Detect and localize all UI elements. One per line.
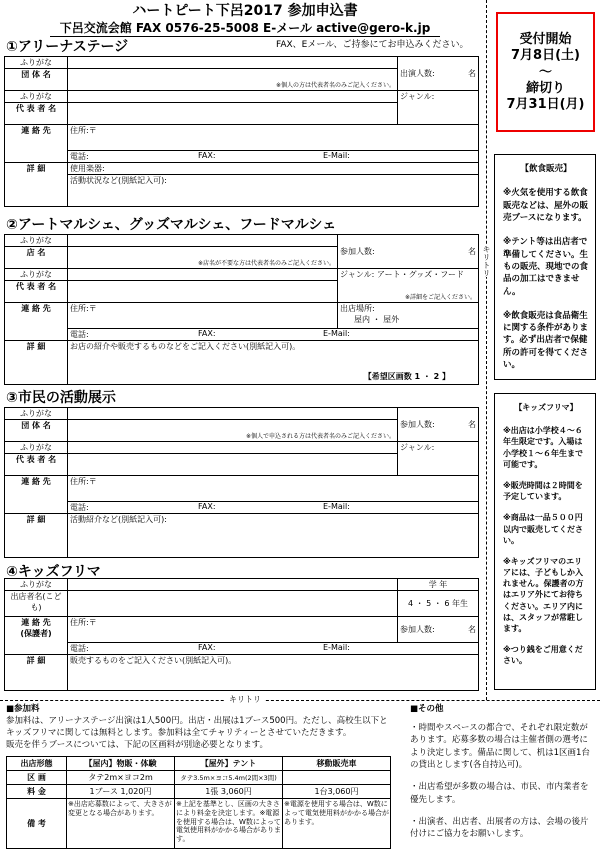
section4-heading: ④キッズフリマ — [6, 564, 101, 580]
contact-underline — [50, 36, 440, 37]
phone-row[interactable]: 電話: FAX: E-Mail: — [68, 151, 479, 163]
s2-detail-field[interactable]: お店の紹介や販売するものなどをご記入ください(別紙記入可)。 【希望区画数 1 ・ 2 】 — [68, 341, 479, 385]
section2-heading: ②アートマルシェ、グッズマルシェ、フードマルシェ — [6, 217, 337, 233]
kids-flea-info: 【キッズフリマ】 ※出店は小学校４～６年生限定です。入場は小学校１～６年生まで可能です。 ※販売時間は２時間を予定しています。 ※商品は一品５００円以内で販売してください。 ※キッズフリマのエリアには、子どもしか入れません。保護者の方はエリア外にてお待ちください。エリア内には、スタッフが常駐します。 ※つり銭をご用意ください。 — [494, 393, 596, 690]
section3-form: ふりがな 参加人数: 名 団 体 名 ※個人で申込される方は代表者名のみご記入ください。 ふりがな ジャンル: 代 表 者 名 連 絡 先 住所:〒 電話: FAX: E-Mail: 詳 細 活動紹介など(別紙記入可): — [4, 407, 479, 558]
section4-form: ふりがな 学 年 出店者名(こども) 4 ・ 5 ・ 6 年生 連 絡 先 (保護者) 住所:〒 参加人数: 名 電話: FAX: E-Mail: 詳 細 販売するものをご記入ください(別紙記入可)。 — [4, 578, 479, 691]
participants-cell[interactable]: 参加人数: 名 — [338, 235, 479, 269]
group-name-label: 団 体 名 — [5, 69, 68, 91]
submit-note: FAX、Eメール、ご持参にてお申込みください。 — [276, 40, 469, 50]
shop-name-field[interactable]: ※店名が不要な方は代表者名のみご記入ください。 — [68, 247, 338, 269]
grade-label: 学 年 — [398, 579, 479, 591]
furigana-rep-field[interactable] — [68, 91, 398, 103]
guardian-contact-label: 連 絡 先 (保護者) — [5, 617, 68, 655]
contact-info: 下呂交流会館 FAX 0576-25-5008 E-メール active@gero-k.jp — [59, 21, 431, 35]
section1-form: ふりがな 出演人数: 名 団 体 名 ※個人の方は代表者名のみご記入ください。 ふりがな ジャンル: 代 表 者 名 連 絡 先 住所:〒 電話: FAX: E-Mail: 詳 細 使用楽器: 活動状況など(別紙記入可): — [4, 56, 479, 207]
form-title: ハートピート下呂2017 参加申込書 — [132, 3, 358, 19]
activity-field[interactable]: 活動状況など(別紙記入可): — [68, 175, 479, 207]
place-select[interactable]: 出店場所: 屋内 ・ 屋外 — [338, 303, 479, 329]
furigana-label: ふりがな — [5, 57, 68, 69]
instruments-field[interactable]: 使用楽器: — [68, 163, 479, 175]
section1-heading: ①アリーナステージ — [6, 39, 129, 55]
section3-heading: ③市民の活動展示 — [6, 390, 116, 406]
performers-cell[interactable]: 出演人数: 名 — [398, 57, 479, 91]
deadline-box: 受付開始 7月8日(土) ～ 締切り 7月31日(月) — [496, 12, 595, 132]
booths-select[interactable]: 【希望区画数 1 ・ 2 】 — [363, 372, 450, 381]
vertical-cut-line — [486, 0, 487, 700]
s2-address-field[interactable]: 住所:〒 — [68, 303, 338, 329]
kid-name-field[interactable] — [68, 591, 398, 617]
detail-label: 詳 細 — [5, 163, 68, 207]
rep-name-field[interactable] — [68, 103, 398, 125]
fee-table: 出店形態 【屋内】物販・体験 【屋外】テント 移動販売車 区 画 タテ2m×ヨコ2m タテ3.5m×ヨコ5.4m(2間×3間) 料 金 1ブース 1,020円 1張 3,060円 1台3,060円 備 考 ※出店応募数によって、大きさが変更となる場合があります。 ※上記を基準とし、区画の大きさにより料金を決定します。※電源を使用する場合は、W数によって電気使用料がかかる場合があります。 ※電源を使用する場合は、W数によって電気使用料がかかる場合があります。 — [6, 756, 391, 849]
grade-select[interactable]: 4 ・ 5 ・ 6 年生 — [398, 591, 479, 617]
fees-heading: ■参加料 — [6, 704, 40, 714]
section2-form: ふりがな 参加人数: 名 店 名 ※店名が不要な方は代表者名のみご記入ください。 ふりがな ジャンル: アート・グッズ・フード ※詳細をご記入ください。 代 表 者 名 連 絡 先 住所:〒 出店場所: 屋内 ・ 屋外 電話: FAX: E-Mail: 詳 細 お店の紹介や販売するものなどをご記入ください(別紙記入可)。 【希望区画数 1 ・ 2 】 — [4, 234, 479, 385]
kid-name-label: 出店者名(こども) — [5, 591, 68, 617]
horizontal-cut-line — [0, 700, 600, 701]
furigana-field[interactable] — [68, 57, 398, 69]
genre-select[interactable]: ジャンル: アート・グッズ・フード ※詳細をご記入ください。 — [338, 269, 479, 303]
contact-label: 連 絡 先 — [5, 125, 68, 163]
horizontal-cut-label: キリトリ — [225, 696, 265, 704]
shop-name-label: 店 名 — [5, 247, 68, 269]
genre-field[interactable]: ジャンル: — [398, 91, 479, 125]
group-name-field[interactable]: ※個人の方は代表者名のみご記入ください。 — [68, 69, 398, 91]
rep-name-label: 代 表 者 名 — [5, 103, 68, 125]
other-notes: ・時間やスペースの都合で、それぞれ限定数があります。応募多数の場合は主催者側の選考により決定します。備品に関して、机は1区画1台の貸出とします(各自持込可)。 ・出店希望が多数の場合は、市民、市内業者を優先します。 ・出演者、出店者、出展者の方は、会場の後片付けにご協力をお願いします。 — [410, 723, 590, 840]
other-heading: ■その他 — [410, 704, 444, 714]
address-field[interactable]: 住所:〒 — [68, 125, 479, 151]
food-sales-info: 【飲食販売】 ※火気を使用する飲食販売などは、屋外の販売ブースになります。 ※テント等は出店者で準備してください。生もの販売、現地での食品の加工はできません。 ※飲食販売は食品衛生に関する条件があります。必ず出店者で保健所の許可を得てください。 — [494, 154, 596, 380]
vertical-cut-label: キリトリ — [482, 245, 491, 277]
